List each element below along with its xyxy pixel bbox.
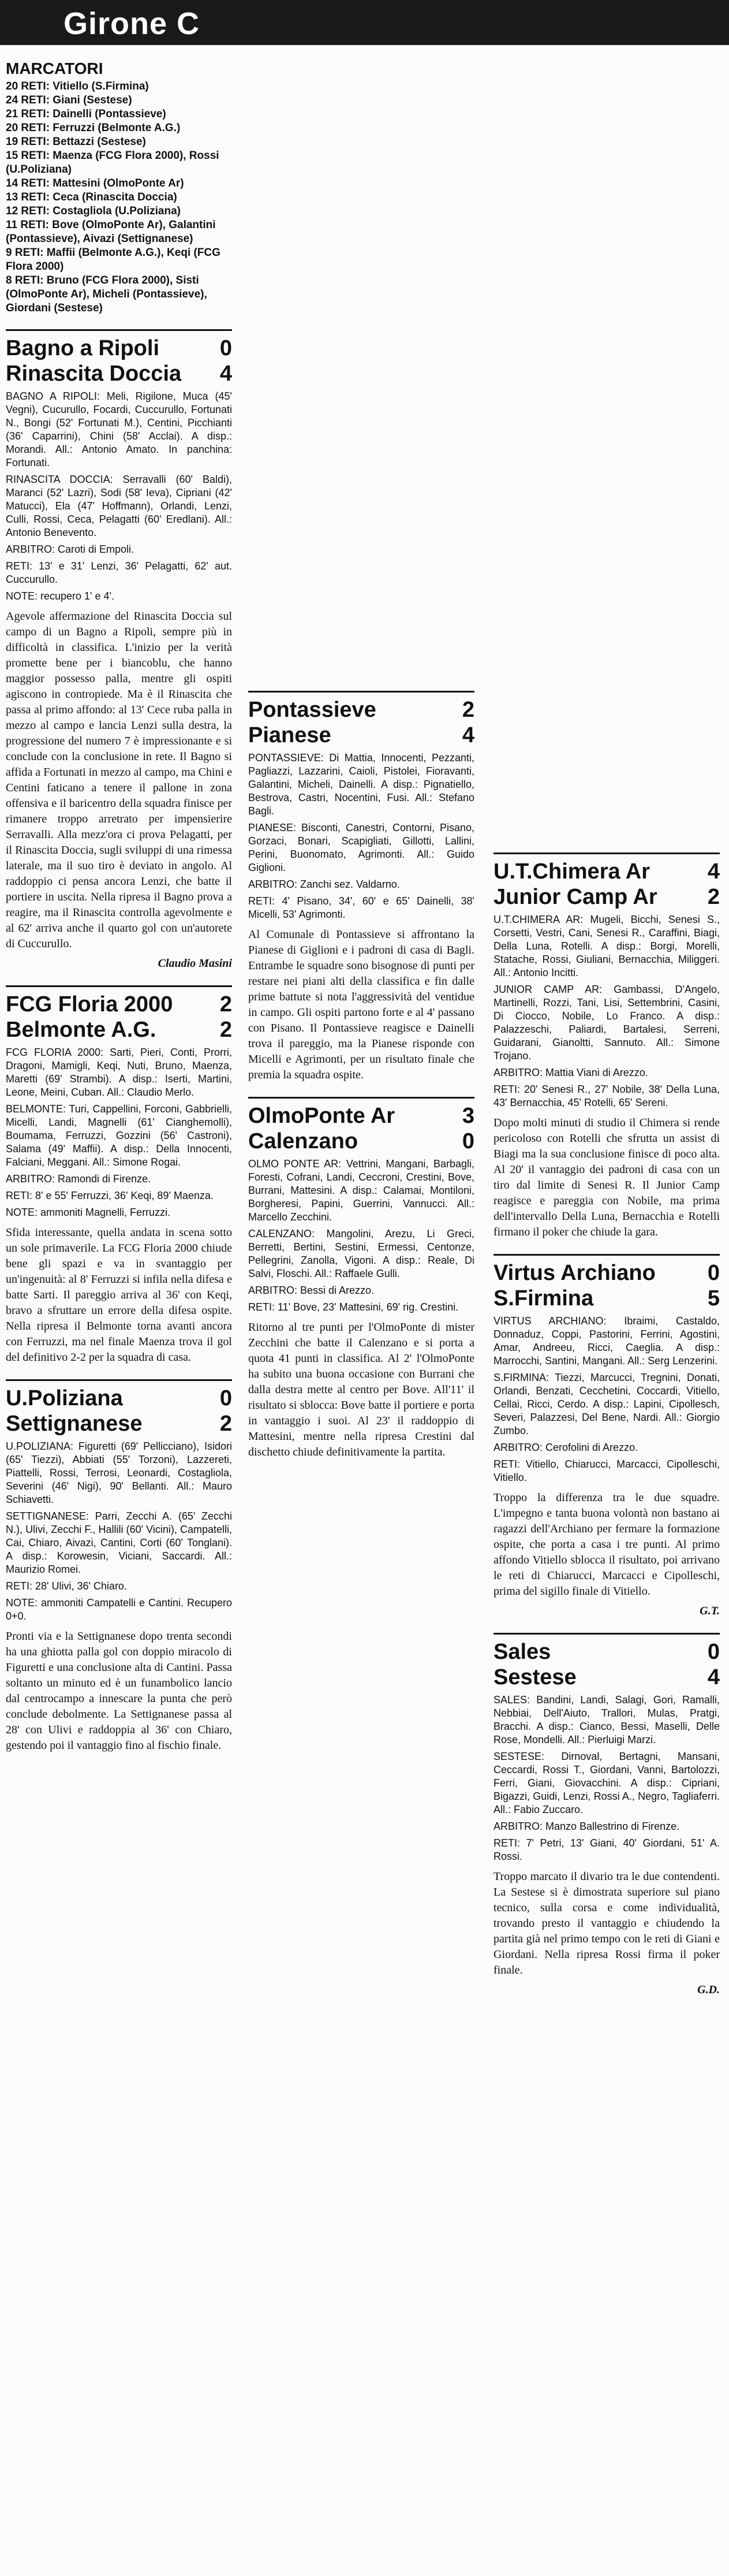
team-name: Bagno a Ripoli [6, 336, 159, 360]
scorer-row: 19 RETI: Bettazzi (Sestese) [6, 136, 146, 148]
lineup-home: PONTASSIEVE: Di Mattia, Innocenti, Pezzanti, Pagliazzi, Lazzarini, Caioli, Pistolei, Fioravanti, Galantini, Micheli, Dainelli. A disp.: Pignatiello, Bestrova, Castri, Nocentini, Fusi. All.: Stefano Bagli. [248, 752, 474, 817]
team-away [6, 1411, 232, 1436]
notes: NOTE: recupero 1' e 4'. [6, 590, 114, 602]
team-away [248, 723, 474, 748]
team-name: U.T.Chimera Ar [494, 859, 650, 884]
scorer-row: 13 RETI: Ceca (Rinascita Doccia) [6, 191, 177, 203]
match-olmoponte-calenzano [248, 1097, 474, 1460]
match-report: Troppo la differenza tra le due squadre. L'impegno e tanta buona volontà non bastano ai ragazzi dell'Archiano per fermare la formazione ospite, che porta a casa i tre punti. Al primo affondo Vitiello sblocca il risultato, poi arrivano le reti di Chiarucci, Marcacci e Cipolleschi, prima del sigillo finale di Vitiello. [494, 1491, 720, 1598]
scorer-row: 11 RETI: Bove (OlmoPonte Ar), Galantini (Pontassieve), Aivazi (Settignanese) [6, 219, 216, 245]
team-away [494, 884, 720, 910]
team-home [6, 1386, 232, 1411]
team-name: Sestese [494, 1665, 577, 1689]
match-report: Agevole affermazione del Rinascita Doccia sul campo di un Bagno a Ripoli, sempre più in difficoltà in classifica. L'inizio per la verità promette bene per i biancoblu, che hanno maggior possesso palla, mentre gli ospiti agiscono in contropiede. Ma è il Rinascita che passa al primo affondo: al 13' Cece ruba palla in mezzo al campo e lancia Lenzi sulla destra, la progressione del numero 7 è impressionante e si conclude con la conclusione in rete. Il Bagno si affida a Fortunati in mezzo al campo, ma Chini e Centini faticano a tenere il pallone in zona offensiva e il baricentro della squadra finisce per rimanere troppo arretrato per impensierire Serravalli. Alla mezz'ora ci prova Pelagatti, per il Rinascita Doccia, sugli sviluppi di una rimessa laterale, ma il suo tiro è deviato in angolo. Al raddoppio ci pensa ancora Lenzi, che batte il portiere in uscita. Nella ripresa il Bagno prova a reagire, ma il Rinascita controlla agevolmente e al 62' arriva anche il quarto gol con un'autorete di Cuccurullo. [6, 610, 232, 950]
team-away [248, 1129, 474, 1154]
team-home [6, 992, 232, 1017]
team-name: FCG Floria 2000 [6, 992, 173, 1017]
team-score: 4 [219, 362, 232, 386]
goals: RETI: 20' Senesi R., 27' Nobile, 38' Della Luna, 43' Bernacchia, 45' Rotelli, 65' Sereni. [494, 1084, 720, 1108]
column-3 [494, 55, 720, 1998]
match-report: Sfida interessante, quella andata in scena sotto un sole primaverile. La FCG Floria 2000 chiude bene gli spazi e va in svantaggio per un'ingenuità: al 8' Ferruzzi si infila nella difesa e batte Sarti. Il pareggio arriva al 36' con Keqi, bravo a sfruttare un errore della difesa ospite. Nella ripresa il Belmonte torna avanti ancora con Ferruzzi, ma nel finale Maenza trova il gol del definitivo 2-2 per la squadra di casa. [6, 1226, 232, 1364]
lineup-home: FCG FLORIA 2000: Sarti, Pieri, Conti, Prorri, Dragoni, Mamigli, Keqi, Nuti, Bruno, Maenza, Maretti (69' Strambi). A disp.: Iserti, Martini, Leone, Meini, Cuban. All.: Claudio Merlo. [6, 1047, 232, 1098]
scorer-row: 15 RETI: Maenza (FCG Flora 2000), Rossi (U.Poliziana) [6, 150, 219, 176]
goals: RETI: 4' Pisano, 34', 60' e 65' Dainelli, 38' Micelli, 53' Agrimonti. [248, 895, 474, 920]
team-name: OlmoPonte Ar [248, 1104, 395, 1128]
referee: ARBITRO: Zanchi sez. Valdarno. [248, 878, 400, 890]
team-home [6, 336, 232, 361]
column-2 [248, 55, 474, 1460]
team-home [248, 697, 474, 723]
team-score: 2 [707, 885, 720, 909]
team-home [494, 1260, 720, 1286]
goals: RETI: 28' Ulivi, 36' Chiaro. [6, 1580, 127, 1592]
lineup-home: OLMO PONTE AR: Vettrini, Mangani, Barbagli, Foresti, Cofrani, Landi, Ceccroni, Crestini, Bove, Burrani, Mattesini. A disp.: Calamai, Montiloni, Borgheresi, Papini, Guerrini, Vannucci. All.: Marcello Zecchini. [248, 1158, 474, 1223]
referee: ARBITRO: Mattia Viani di Arezzo. [494, 1067, 648, 1078]
team-name: Rinascita Doccia [6, 362, 182, 386]
team-name: Settignanese [6, 1412, 143, 1436]
goals: RETI: Vitiello, Chiarucci, Marcacci, Cipolleschi, Vitiello. [494, 1458, 720, 1483]
match-report: Al Comunale di Pontassieve si affrontano la Pianese di Giglioni e i padroni di casa di Bagli. Entrambe le squadre sono bisognose di punti per restare nei piani alti della classifica e fin dalle prime battute si nota l'aggressività del ventidue in campo. Gli ospiti partono forte e al 4' passano con Pisano. Il Pontassieve reagisce e Dainelli trova il pareggio, ma la Pianese risponde con Micelli e Agrimonti, per un risultato finale che premia la squadra ospite. [248, 928, 474, 1081]
team-away [6, 1017, 232, 1043]
match-sales-sestese [494, 1633, 720, 1998]
author: G.D. [697, 1983, 720, 1996]
match-chimera-junior [494, 853, 720, 1240]
lineup-away: BELMONTE: Turi, Cappellini, Forconi, Gabbrielli, Micelli, Landi, Magnelli (61' Cianghemolli), Boumama, Ferruzzi, Gozzini (56' Castroni), Salama (49' Maffii). A disp.: Della Innocenti, Falciani, Meggani. All.: Simone Rogai. [6, 1103, 232, 1168]
match-report: Ritorno al tre punti per l'OlmoPonte di mister Zecchini che batte il Calenzano e si porta a quota 41 punti in classifica. Al 2' l'OlmoPonte ha subito una buona occasione con Burrani che dalla destra mette al centro per Bove. All'11' il risultato si sblocca: Bove batte il portiere e porta in vantaggio i suoi. Al 23' il raddoppio di Mattesini, mentre nella ripresa Crestini dal dischetto chiude definitivamente la partita. [248, 1321, 474, 1458]
team-score: 2 [219, 992, 232, 1017]
team-score: 4 [707, 859, 720, 884]
scorer-row: 14 RETI: Mattesini (OlmoPonte Ar) [6, 177, 184, 189]
team-name: Sales [494, 1640, 551, 1664]
notes: NOTE: ammoniti Magnelli, Ferruzzi. [6, 1207, 171, 1218]
scorer-row: 20 RETI: Ferruzzi (Belmonte A.G.) [6, 122, 181, 134]
lineup-away: CALENZANO: Mangolini, Arezu, Li Greci, Berretti, Bertini, Sestini, Ermessi, Centonze, Pellegrini, Zanolla, Vigoni. A disp.: Reale, Di Salvi, Floschi. All.: Raffaele Gulli. [248, 1228, 474, 1279]
referee: ARBITRO: Cerofolini di Arezzo. [494, 1442, 638, 1453]
section-title: Girone C [63, 6, 200, 41]
match-report: Dopo molti minuti di studio il Chimera si rende pericoloso con Rotelli che sfrutta un assist di Biagi ma la sua conclusione finisce di poco alta. Al 20' il vantaggio dei padroni di casa con un tiro dal limite di Senesi R. Il Junior Camp reagisce e pareggia con Nobile, ma prima dell'intervallo Della Luna, Bernacchia e Rotelli firmano il poker che chiude la gara. [494, 1116, 720, 1238]
lineup-home: U.T.CHIMERA AR: Mugeli, Bicchi, Senesi S., Corsetti, Vestri, Cani, Senesi R., Caraffini, Biagi, Della Luna, Rotelli. A disp.: Borgi, Morelli, Statache, Rossi, Giuliani, Bernacchia, Miliggeri. All.: Antonio Incitti. [494, 914, 720, 978]
lineup-home: BAGNO A RIPOLI: Meli, Rigilone, Muca (45' Vegni), Cucurullo, Focardi, Cuccurullo, Fortunati N., Bongi (52' Fortunati M.), Centini, Picchianti (36' Caparrini), Chini (58' Acclai). A disp.: Morandi. All.: Antonio Amato. In panchina: Fortunati. [6, 390, 232, 468]
match-floria-belmonte [6, 985, 232, 1365]
match-report: Troppo marcato il divario tra le due contendenti. La Sestese si è dimostrata superiore sul piano tecnico, sulla corsa e come individualità, trovando presto il vantaggio e chiudendo la partita già nel primo tempo con le reti di Giani e Giordani. Nella ripresa Rossi firma il poker finale. [494, 1870, 720, 1976]
team-home [248, 1103, 474, 1129]
scorers-title: MARCATORI [6, 59, 103, 77]
referee: ARBITRO: Manzo Ballestrino di Firenze. [494, 1821, 680, 1832]
lineup-home: SALES: Bandini, Landi, Salagi, Gori, Ramalli, Nebbiai, Dell'Aiuto, Trallori, Mulas, Pratgi, Bracchi. A disp.: Cianco, Bessi, Maselli, Delle Rose, Mondelli. All.: Pierluigi Marzi. [494, 1694, 720, 1745]
team-away [6, 361, 232, 386]
team-name: Virtus Archiano [494, 1261, 656, 1285]
author: G.T. [700, 1605, 720, 1617]
team-score: 2 [219, 1412, 232, 1436]
match-report: Pronti via e la Settignanese dopo trenta secondi ha una ghiotta palla gol con doppio miracolo di Figuretti e una conclusione alta di Cantini. Passa soltanto un minuto ed è un funambolico lancio dal centrocampo a innescare la punta che però conclude debolmente. La Settignanese passa al 28' con Ulivi e raddoppia al 36' con Chiaro, gestendo poi il vantaggio fino al fischio finale. [6, 1630, 232, 1752]
team-name: Belmonte A.G. [6, 1018, 156, 1042]
scorer-row: 9 RETI: Maffii (Belmonte A.G.), Keqi (FCG Flora 2000) [6, 247, 220, 273]
match-archiano-firmina [494, 1254, 720, 1619]
referee: ARBITRO: Bessi di Arezzo. [248, 1285, 375, 1296]
lineup-away: RINASCITA DOCCIA: Serravalli (60' Baldi), Maranci (52' Lazri), Sodi (58' Ieva), Cipriani (42' Matucci), Ela (47' Hoffmann), Orlandi, Lenzi, Culli, Rossi, Ceca, Pelagatti (60' Eredlani). All.: Antonio Benevento. [6, 474, 232, 538]
team-name: Pianese [248, 723, 331, 747]
team-home [494, 859, 720, 884]
match-bagno-rinascita [6, 329, 232, 971]
goals: RETI: 13' e 31' Lenzi, 36' Pelagatti, 62' aut. Cuccurullo. [6, 560, 232, 585]
team-name: S.Firmina [494, 1286, 594, 1311]
referee: ARBITRO: Ramondi di Firenze. [6, 1173, 151, 1185]
team-score: 2 [219, 1018, 232, 1042]
team-score: 0 [707, 1640, 720, 1664]
team-name: Pontassieve [248, 698, 376, 722]
team-score: 5 [707, 1286, 720, 1311]
scorer-row: 12 RETI: Costagliola (U.Poliziana) [6, 205, 181, 217]
team-score: 0 [462, 1129, 474, 1153]
lineup-away: S.FIRMINA: Tiezzi, Marcucci, Tregnini, Donati, Orlandi, Benzati, Cecchetini, Coccardi, Vitiello, Cellai, Ricci, Cerdo. A disp.: Lapini, Cipollesch, Severi, Palazzesi, Del Bene, Nardi. All.: Giorgio Zumbo. [494, 1372, 720, 1436]
scorer-row: 21 RETI: Dainelli (Pontassieve) [6, 108, 166, 120]
scorer-row: 24 RETI: Giani (Sestese) [6, 94, 132, 106]
team-name: U.Poliziana [6, 1386, 123, 1410]
lineup-away: SETTIGNANESE: Parri, Zecchi A. (65' Zecchi N.), Ulivi, Zecchi F., Hallili (60' Vicini), Campatelli, Cai, Chiaro, Aivazi, Cantini, Corti (60' Tonglani). A disp.: Korowesin, Viciani, Saccardi. All.: Maurizio Romei. [6, 1510, 232, 1575]
team-home [494, 1639, 720, 1665]
scorer-row: 20 RETI: Vitiello (S.Firmina) [6, 80, 149, 92]
section-banner [0, 0, 729, 45]
lineup-away: JUNIOR CAMP AR: Gambassi, D'Angelo, Martinelli, Rozzi, Tani, Lisi, Settembrini, Casini, Di Ciocco, Nobile, Lo Franco. A disp.: Palazzeschi, Paliardi, Bartalesi, Serreni, Guidarani, Gianoltti, Sannuto. All.: Simone Trojano. [494, 984, 720, 1062]
lineup-away: SESTESE: Dirnoval, Bertagni, Mansani, Ceccardi, Rossi T., Giordani, Vanni, Bartolozzi, Ferri, Giani, Giovacchini. A disp.: Cipriani, Bigazzi, Guidi, Lenzi, Rossi A., Negro, Tagliaferri. All.: Fabio Zuccaro. [494, 1751, 720, 1815]
team-score: 0 [707, 1261, 720, 1285]
team-score: 0 [219, 336, 232, 360]
goals: RETI: 8' e 55' Ferruzzi, 36' Keqi, 89' Maenza. [6, 1190, 214, 1201]
team-away [494, 1665, 720, 1690]
scorer-row: 8 RETI: Bruno (FCG Flora 2000), Sisti (OlmoPonte Ar), Micheli (Pontassieve), Giordani (Sestese) [6, 274, 207, 314]
team-name: Junior Camp Ar [494, 885, 657, 909]
lineup-home: VIRTUS ARCHIANO: Ibraimi, Castaldo, Donnaduz, Coppi, Pastorini, Ferrini, Agostini, Amar, Andreeu, Ricci, Caeglia. A disp.: Marrocchi, Santini, Mangani. All.: Serg Lenzerini. [494, 1315, 720, 1367]
scorers-list [6, 80, 232, 315]
team-away [494, 1286, 720, 1311]
team-score: 3 [462, 1104, 474, 1128]
team-score: 2 [462, 698, 474, 722]
lineup-home: U.POLIZIANA: Figuretti (69' Pellicciano), Isidori (65' Tiezzi), Abbiati (55' Torzoni), Lazzereti, Piattelli, Rossi, Terrosi, Leonardi, Costagliola, Severini (46' Nigi), 90' Bellanti. All.: Mauro Schiavetti. [6, 1440, 232, 1505]
notes: NOTE: ammoniti Campatelli e Cantini. Recupero 0+0. [6, 1597, 232, 1622]
match-poliziana-settignanese [6, 1379, 232, 1754]
column-1 [6, 55, 232, 1754]
lineup-away: PIANESE: Bisconti, Canestri, Contorni, Pisano, Gorzaci, Bonari, Scapigliati, Gillotti, Lallini, Perini, Buonomato, Agrimonti. All.: Guido Giglioni. [248, 822, 474, 873]
team-score: 4 [462, 723, 474, 747]
goals: RETI: 11' Bove, 23' Mattesini, 69' rig. Crestini. [248, 1301, 459, 1313]
match-pontassieve-pianese [248, 691, 474, 1083]
team-score: 0 [219, 1386, 232, 1410]
team-score: 4 [707, 1665, 720, 1689]
author: Claudio Masini [158, 957, 232, 970]
referee: ARBITRO: Caroti di Empoli. [6, 544, 134, 555]
team-name: Calenzano [248, 1129, 358, 1153]
goals: RETI: 7' Petri, 13' Giani, 40' Giordani, 51' A. Rossi. [494, 1837, 720, 1862]
